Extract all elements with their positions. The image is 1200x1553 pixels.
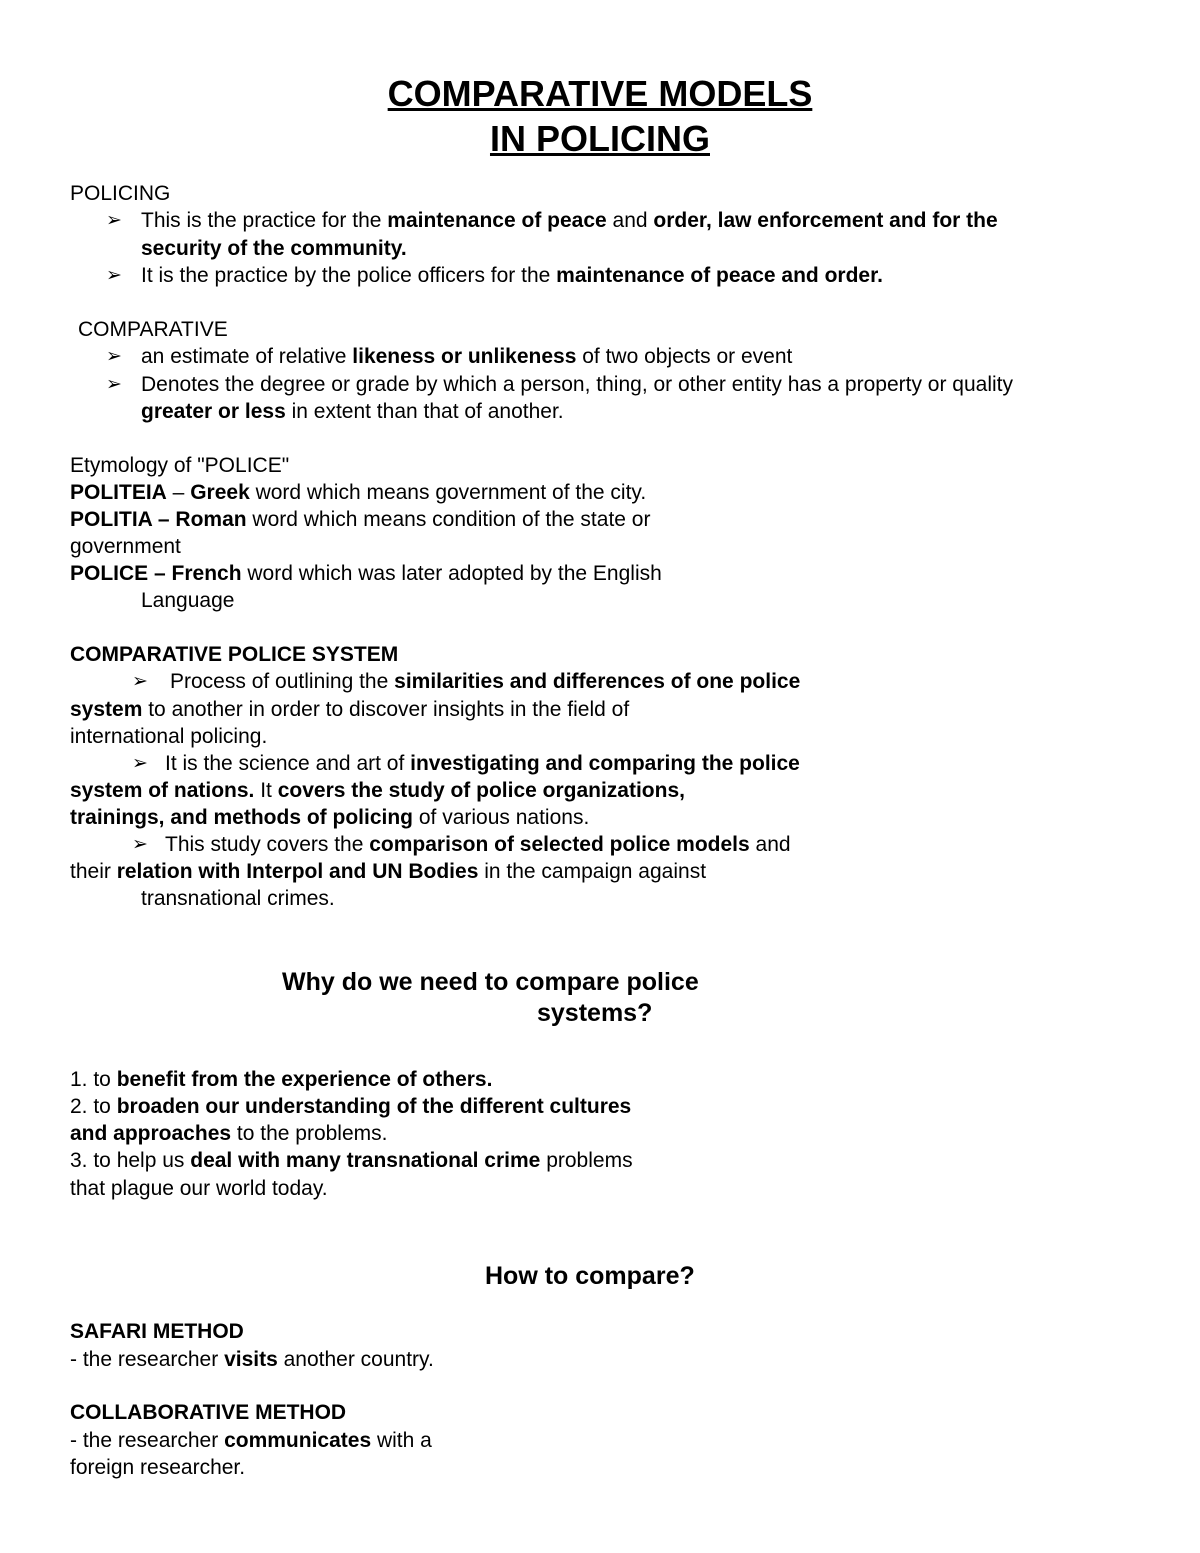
bullet-arrow-icon: ➢ bbox=[132, 753, 148, 774]
cps-para-3-cont: their relation with Interpol and UN Bodies in the campaign against bbox=[70, 860, 707, 883]
why-item-3: 3. to help us deal with many transnational crime problems bbox=[70, 1149, 633, 1172]
collaborative-method-desc: - the researcher communicates with a bbox=[70, 1429, 432, 1452]
cps-para-2: It is the science and art of investigating and comparing the police bbox=[165, 752, 800, 775]
bullet-arrow-icon: ➢ bbox=[106, 374, 122, 395]
cps-para-1-cont: system to another in order to discover insights in the field of bbox=[70, 698, 630, 721]
collaborative-method-desc-cont: foreign researcher. bbox=[70, 1456, 246, 1479]
collaborative-method-heading: COLLABORATIVE METHOD bbox=[70, 1401, 347, 1424]
document-title-line2: IN POLICING bbox=[489, 118, 710, 159]
why-item-3-cont: that plague our world today. bbox=[70, 1177, 328, 1200]
cps-para-3: This study covers the comparison of selected police models and bbox=[165, 833, 791, 856]
policing-bullet-1-cont: security of the community. bbox=[141, 237, 407, 260]
cps-para-2-end: trainings, and methods of policing of various nations. bbox=[70, 806, 590, 829]
why-item-1: 1. to benefit from the experience of others. bbox=[70, 1068, 493, 1091]
why-heading-line2: systems? bbox=[537, 999, 653, 1027]
etymology-police-cont: Language bbox=[141, 589, 235, 612]
why-item-2-cont: and approaches to the problems. bbox=[70, 1122, 388, 1145]
policing-bullet-1: This is the practice for the maintenance of peace and order, law enforcement and for the bbox=[141, 209, 998, 232]
section-heading-comparative: COMPARATIVE bbox=[78, 318, 228, 341]
policing-bullet-2: It is the practice by the police officers for the maintenance of peace and order. bbox=[141, 264, 883, 287]
etymology-politeia: POLITEIA – Greek word which means government of the city. bbox=[70, 481, 647, 504]
cps-para-2-cont: system of nations. It covers the study of police organizations, bbox=[70, 779, 685, 802]
section-heading-policing: POLICING bbox=[70, 182, 171, 205]
bullet-arrow-icon: ➢ bbox=[106, 265, 122, 286]
comparative-bullet-2: Denotes the degree or grade by which a person, thing, or other entity has a property or quality bbox=[141, 373, 1014, 396]
comparative-bullet-2-cont: greater or less in extent than that of another. bbox=[141, 400, 564, 423]
cps-para-1: Process of outlining the similarities and differences of one police bbox=[170, 670, 801, 693]
safari-method-heading: SAFARI METHOD bbox=[70, 1320, 244, 1343]
safari-method-desc: - the researcher visits another country. bbox=[70, 1348, 434, 1371]
why-heading-line1: Why do we need to compare police bbox=[282, 968, 699, 996]
bullet-arrow-icon: ➢ bbox=[106, 210, 122, 231]
comparative-bullet-1: an estimate of relative likeness or unlikeness of two objects or event bbox=[141, 345, 793, 368]
why-item-2: 2. to broaden our understanding of the different cultures bbox=[70, 1095, 632, 1118]
etymology-politia: POLITIA – Roman word which means condition of the state or bbox=[70, 508, 651, 531]
etymology-police: POLICE – French word which was later adopted by the English bbox=[70, 562, 662, 585]
how-heading: How to compare? bbox=[485, 1262, 695, 1290]
etymology-heading: Etymology of "POLICE" bbox=[70, 454, 290, 477]
cps-para-3-end: transnational crimes. bbox=[141, 887, 335, 910]
document-title-line1: COMPARATIVE MODELS bbox=[387, 73, 813, 114]
section-heading-cps: COMPARATIVE POLICE SYSTEM bbox=[70, 643, 399, 666]
etymology-politia-cont: government bbox=[70, 535, 181, 558]
bullet-arrow-icon: ➢ bbox=[106, 346, 122, 367]
cps-para-1-end: international policing. bbox=[70, 725, 268, 748]
bullet-arrow-icon: ➢ bbox=[132, 671, 148, 692]
bullet-arrow-icon: ➢ bbox=[132, 834, 148, 855]
